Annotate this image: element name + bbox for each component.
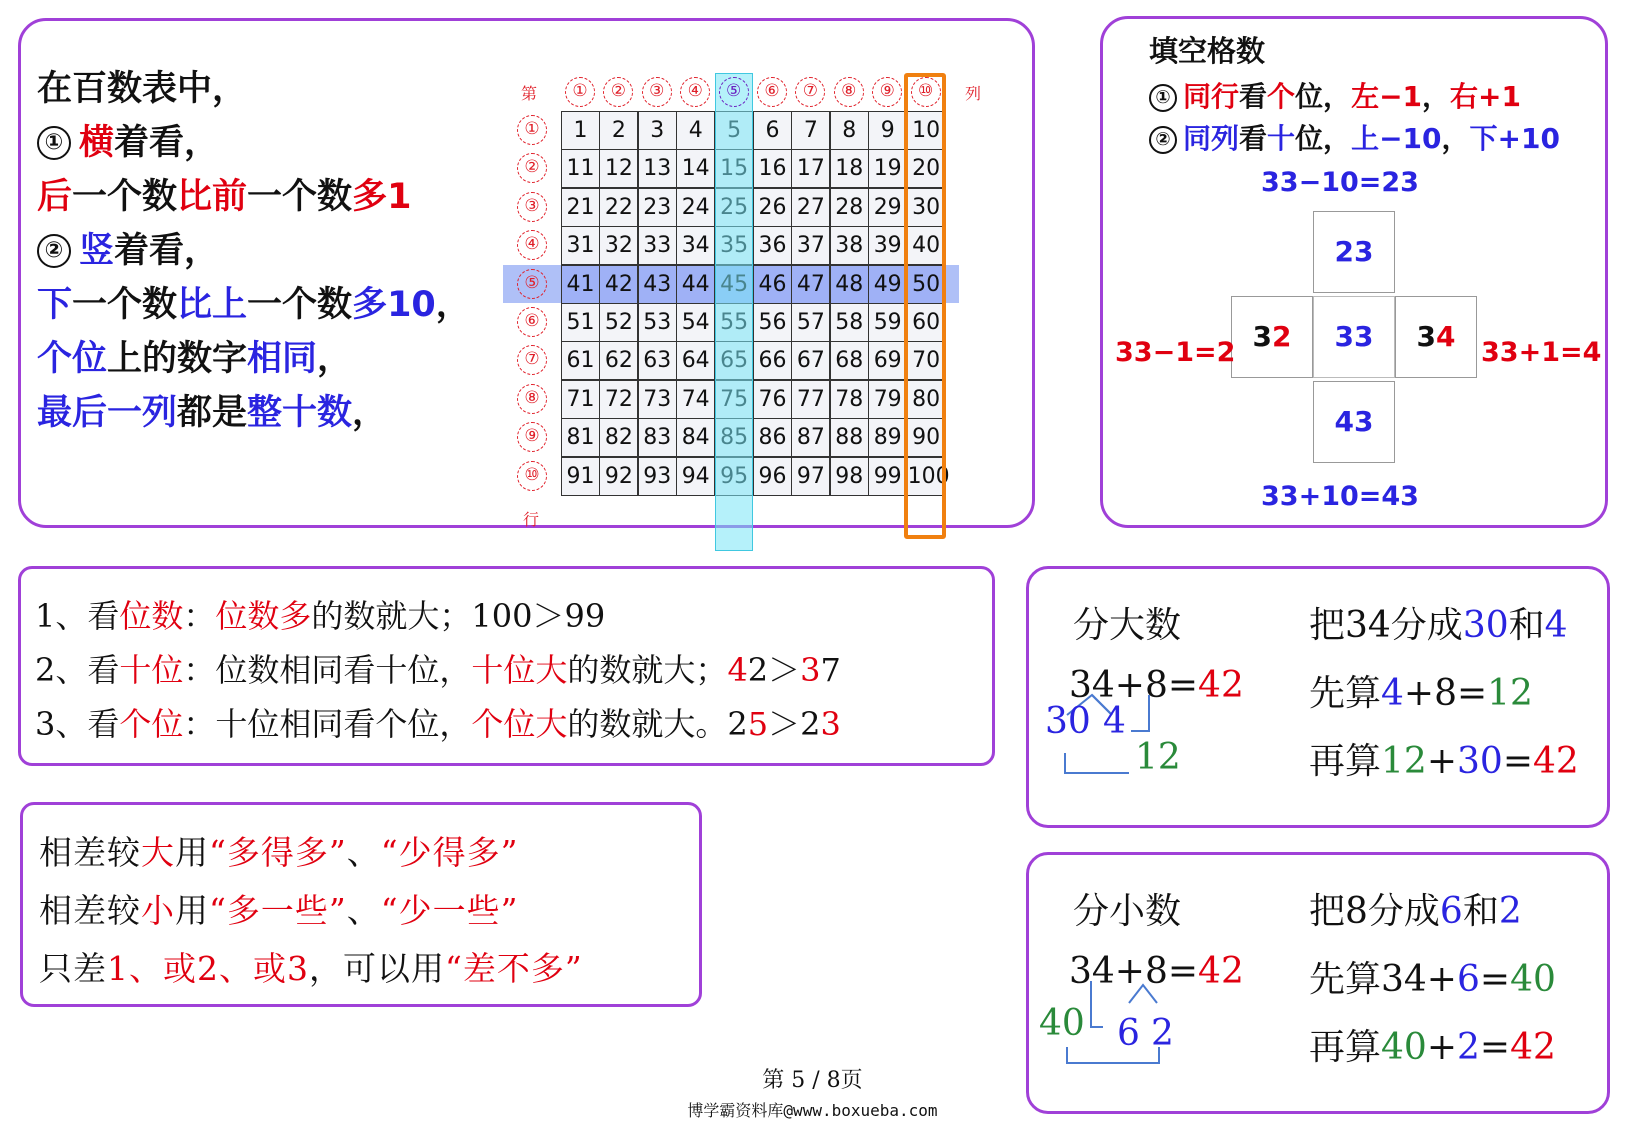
hundred-cell: 50 [907, 265, 946, 304]
column-prefix-label: 第 [521, 84, 538, 103]
split-big-part-b: 4 [1103, 701, 1126, 742]
column-header: ① [565, 77, 595, 107]
hundred-cell: 61 [561, 341, 600, 380]
text-segment: 把8分成 [1309, 891, 1440, 932]
hundred-cell: 84 [676, 418, 715, 457]
split-big-sum: 12 [1135, 737, 1181, 778]
hundred-cell: 33 [638, 226, 677, 265]
hundred-cell: 52 [599, 303, 638, 342]
hundred-table-panel [18, 18, 1035, 528]
hundred-cell: 24 [676, 188, 715, 227]
text-segment: ， [1422, 80, 1451, 113]
box1-line-6 [37, 331, 352, 381]
hundred-cell: 98 [830, 457, 869, 496]
text-segment: 比前 [177, 177, 248, 217]
text-segment: 再算 [1309, 741, 1382, 782]
hundred-cell: 16 [753, 149, 792, 188]
text-segment: 3 [1252, 320, 1272, 353]
row-header: ① [517, 115, 547, 145]
box1-line-4 [37, 223, 219, 273]
hundred-cell: 82 [599, 418, 638, 457]
text-segment: 个位大 [471, 705, 568, 743]
text-segment: ＞2 [768, 705, 821, 743]
hundred-cell: 3 [638, 111, 677, 150]
text-segment: 的数就大； [567, 651, 728, 689]
hundred-cell: 22 [599, 188, 638, 227]
text-segment: 下 [37, 285, 73, 325]
hundred-cell: 20 [907, 149, 946, 188]
difference-rule-1 [39, 827, 519, 874]
hundred-cell: 51 [561, 303, 600, 342]
text-segment: 40 [1510, 959, 1556, 1000]
split-big-step-1 [1309, 597, 1568, 648]
hundred-cell: 28 [830, 188, 869, 227]
text-segment: 同列 [1183, 122, 1240, 155]
text-segment: 把34分成 [1309, 605, 1463, 646]
text-segment: 4 [727, 651, 748, 689]
text-segment: 多10 [352, 285, 436, 325]
text-segment: 42 [1532, 741, 1579, 782]
text-segment: 42 [1198, 951, 1244, 992]
text-segment: 再算 [1309, 1027, 1382, 1068]
text-segment: ：十位相同看个位， [183, 705, 472, 743]
hundred-cell: 11 [561, 149, 600, 188]
cell-top: 23 [1313, 211, 1395, 293]
text-segment: “多得多” [209, 833, 347, 872]
hundred-cell: 57 [791, 303, 830, 342]
hundred-cell: 87 [791, 418, 830, 457]
hundred-cell: 10 [907, 111, 946, 150]
text-segment: ： [183, 597, 216, 635]
text-segment: 和 [1462, 891, 1499, 932]
hundred-cell: 92 [599, 457, 638, 496]
hundred-cell: 69 [868, 341, 907, 380]
hundred-cell: 72 [599, 380, 638, 419]
hundred-cell: 49 [868, 265, 907, 304]
hundred-cell: 8 [830, 111, 869, 150]
hundred-cell: 64 [676, 341, 715, 380]
text-segment: 用 [175, 833, 209, 872]
text-segment: 4 [1381, 673, 1404, 714]
text-segment: 小 [141, 891, 175, 930]
row-header: ⑦ [517, 345, 547, 375]
text-segment: 十位大 [471, 651, 568, 689]
row-header: ⑥ [517, 307, 547, 337]
hundred-cell: 76 [753, 380, 792, 419]
hundred-cell: 6 [753, 111, 792, 150]
compare-numbers-panel [18, 566, 995, 766]
fill-grid-rule-1 [1149, 75, 1521, 115]
row-header: ② [517, 153, 547, 183]
fill-grid-title: 填空格数 [1149, 34, 1266, 68]
split-big-part-a: 30 [1045, 701, 1091, 742]
text-segment: = [1479, 1027, 1511, 1068]
hundred-cell: 97 [791, 457, 830, 496]
hundred-cell: 2 [599, 111, 638, 150]
text-segment: 2 [1457, 1027, 1480, 1068]
text-segment: 看 [1239, 122, 1268, 155]
text-segment: 1、看 [35, 597, 120, 635]
hundred-cell: 30 [907, 188, 946, 227]
difference-words-panel [20, 802, 702, 1007]
text-segment: 在百数表中， [37, 69, 248, 109]
hundred-cell: 40 [907, 226, 946, 265]
column-suffix-label: 列 [965, 84, 982, 103]
hundred-cell: 90 [907, 418, 946, 457]
hundred-cell: 42 [599, 265, 638, 304]
text-segment: 先算34+ [1309, 959, 1457, 1000]
hundred-cell: 47 [791, 265, 830, 304]
box1-line-3 [37, 169, 411, 219]
text-segment: 位， [1295, 122, 1352, 155]
text-segment: ：位数相同看十位， [183, 651, 472, 689]
split-small-step-2 [1309, 951, 1556, 1002]
hundred-cell: 27 [791, 188, 830, 227]
row-suffix-label: 行 [523, 510, 540, 529]
box1-line-2 [37, 115, 219, 165]
row-header: ⑨ [517, 422, 547, 452]
hundred-cell: 83 [638, 418, 677, 457]
text-segment: 同行 [1183, 80, 1240, 113]
difference-rule-3 [39, 943, 583, 990]
text-segment: 42 [1198, 665, 1244, 706]
page-number: 第 5 / 8页 [762, 1068, 863, 1093]
hundred-cell: 99 [868, 457, 907, 496]
hundred-cell: 44 [676, 265, 715, 304]
text-segment: 和 [1508, 605, 1545, 646]
text-segment: 大 [141, 833, 175, 872]
circled-number: ② [37, 234, 71, 268]
hundred-cell: 18 [830, 149, 869, 188]
hundred-cell: 78 [830, 380, 869, 419]
site-watermark: 博学霸资料库@www.boxueba.com [687, 1101, 938, 1120]
hundred-cell: 79 [868, 380, 907, 419]
row-header: ④ [517, 230, 547, 260]
box1-line-5 [37, 277, 471, 327]
hundred-cell: 26 [753, 188, 792, 227]
text-segment: 相差较 [39, 833, 141, 872]
text-segment: 34+8= [1069, 665, 1199, 706]
split-small-title: 分小数 [1073, 891, 1182, 932]
hundred-cell: 29 [868, 188, 907, 227]
hundred-cell: 9 [868, 111, 907, 150]
hundred-cell: 1 [561, 111, 600, 150]
difference-rule-2 [39, 885, 519, 932]
hundred-cell: 14 [676, 149, 715, 188]
text-segment: 用 [175, 891, 209, 930]
text-segment: 42 [1510, 1027, 1556, 1068]
column-header: ⑧ [834, 77, 864, 107]
text-segment: 一个数 [72, 285, 178, 325]
hundred-cell: 71 [561, 380, 600, 419]
hundred-cell: 63 [638, 341, 677, 380]
hundred-cell: 38 [830, 226, 869, 265]
hundred-cell: 62 [599, 341, 638, 380]
split-small-sum: 40 [1039, 1003, 1085, 1044]
hundred-cell: 73 [638, 380, 677, 419]
column-header: ③ [642, 77, 672, 107]
text-segment: 右+1 [1450, 80, 1521, 113]
row-header: ③ [517, 192, 547, 222]
hundred-cell: 74 [676, 380, 715, 419]
cell-center: 33 [1313, 296, 1395, 378]
hundred-cell: 7 [791, 111, 830, 150]
column-header: ⑩ [911, 77, 941, 107]
eq-left: 33−1=2 [1115, 337, 1236, 368]
text-segment: “差不多” [445, 949, 583, 988]
hundred-cell: 34 [676, 226, 715, 265]
text-segment: 下+10 [1469, 122, 1560, 155]
text-segment: ，可以用 [309, 949, 445, 988]
text-segment: 横 [79, 123, 115, 163]
text-segment: 5 [747, 705, 769, 743]
hundred-cell: 56 [753, 303, 792, 342]
circled-number: ① [1149, 84, 1177, 112]
hundred-cell: 12 [599, 149, 638, 188]
text-segment: 3 [800, 651, 821, 689]
column-header: ⑨ [872, 77, 902, 107]
text-segment: 1、或2、或3 [107, 949, 309, 988]
text-segment: 6 [1456, 959, 1480, 1000]
text-segment: 十 [1267, 122, 1296, 155]
hundred-cell: 88 [830, 418, 869, 457]
text-segment: 一个数 [247, 285, 353, 325]
row-header: ⑩ [517, 461, 547, 491]
text-segment: 位数 [119, 597, 184, 635]
eq-top: 33−10=23 [1261, 167, 1419, 198]
text-segment: 7 [820, 651, 841, 689]
eq-bottom: 33+10=43 [1261, 481, 1419, 512]
fill-grid-rule-2 [1149, 117, 1560, 157]
text-segment: 30 [1457, 741, 1503, 782]
text-segment: 2 [1272, 320, 1292, 353]
split-big-title: 分大数 [1073, 605, 1182, 646]
hundred-cell: 53 [638, 303, 677, 342]
compare-rule-3 [35, 699, 841, 745]
compare-rule-2 [35, 645, 841, 691]
text-segment: 4 [1544, 605, 1568, 646]
text-segment: 2 [1498, 891, 1522, 932]
hundred-cell: 37 [791, 226, 830, 265]
hundred-cell: 91 [561, 457, 600, 496]
hundred-cell: 94 [676, 457, 715, 496]
text-segment: 看 [1239, 80, 1268, 113]
box1-line-7 [37, 385, 387, 435]
text-segment: 先算 [1309, 673, 1382, 714]
hundred-cell: 39 [868, 226, 907, 265]
text-segment: 位数多 [215, 597, 312, 635]
hundred-cell: 4 [676, 111, 715, 150]
column-header: ⑦ [795, 77, 825, 107]
hundred-cell: 19 [868, 149, 907, 188]
hundred-cell: 81 [561, 418, 600, 457]
column-header: ② [603, 77, 633, 107]
cell-left [1231, 296, 1313, 378]
text-segment: 着看， [114, 231, 220, 271]
highlight-column [715, 73, 753, 551]
hundred-cell: 17 [791, 149, 830, 188]
box1-line-1 [37, 61, 247, 111]
text-segment: 40 [1381, 1027, 1427, 1068]
hundred-cell: 80 [907, 380, 946, 419]
text-segment: ， [352, 393, 388, 433]
hundred-cell: 77 [791, 380, 830, 419]
hundred-cell: 13 [638, 149, 677, 188]
text-segment: 竖 [79, 231, 115, 271]
text-segment: 一个数 [247, 177, 353, 217]
split-big-number-panel [1026, 566, 1610, 828]
column-header: ⑤ [719, 77, 749, 107]
text-segment: ， [317, 339, 353, 379]
hundred-cell: 46 [753, 265, 792, 304]
text-segment: 最后一列 [37, 393, 178, 433]
text-segment: 的数就大。2 [567, 705, 748, 743]
text-segment: ， [435, 285, 471, 325]
row-header: ⑤ [517, 269, 547, 299]
hundred-cell: 54 [676, 303, 715, 342]
hundred-cell: 100 [907, 457, 946, 496]
hundred-table [521, 73, 1021, 543]
text-segment: 相同 [247, 339, 318, 379]
hundred-cell: 36 [753, 226, 792, 265]
text-segment: 12 [1487, 673, 1533, 714]
text-segment: 30 [1462, 605, 1509, 646]
text-segment: 、 [346, 891, 381, 930]
hundred-cell: 43 [638, 265, 677, 304]
circled-number: ② [1149, 126, 1177, 154]
text-segment: 左−1 [1351, 80, 1423, 113]
hundred-cell: 21 [561, 188, 600, 227]
hundred-cell: 59 [868, 303, 907, 342]
text-segment: 4 [1436, 320, 1456, 353]
cell-bottom: 43 [1313, 381, 1395, 463]
split-big-step-3 [1309, 733, 1579, 784]
text-segment: 只差 [39, 949, 107, 988]
split-small-part-b: 2 [1151, 1013, 1174, 1054]
text-segment: 着看， [114, 123, 220, 163]
row-header: ⑧ [517, 384, 547, 414]
text-segment: + [1426, 741, 1457, 782]
text-segment: 多1 [352, 177, 412, 217]
text-segment: = [1502, 741, 1533, 782]
text-segment: 34+8= [1069, 951, 1199, 992]
cell-right [1395, 296, 1477, 378]
text-segment: 位， [1295, 80, 1352, 113]
text-segment: 整十数 [247, 393, 353, 433]
compare-rule-1 [35, 591, 605, 637]
circled-number: ① [37, 126, 71, 160]
text-segment: 比上 [177, 285, 248, 325]
column-header: ④ [680, 77, 710, 107]
text-segment: + [1426, 1027, 1457, 1068]
text-segment: 、 [346, 833, 381, 872]
hundred-cell: 31 [561, 226, 600, 265]
text-segment: 个位 [119, 705, 184, 743]
split-big-step-2 [1309, 665, 1533, 716]
text-segment: = [1479, 959, 1511, 1000]
hundred-cell: 41 [561, 265, 600, 304]
hundred-cell: 66 [753, 341, 792, 380]
hundred-cell: 96 [753, 457, 792, 496]
text-segment: 个 [1267, 80, 1296, 113]
text-segment: “多一些” [209, 891, 347, 930]
fill-grid-panel [1100, 16, 1608, 528]
text-segment: “少得多” [380, 833, 519, 872]
text-segment: 6 [1439, 891, 1463, 932]
text-segment: 都是 [177, 393, 248, 433]
text-segment: 十位 [119, 651, 184, 689]
text-segment: ， [1441, 122, 1470, 155]
text-segment: 2、看 [35, 651, 120, 689]
hundred-cell: 60 [907, 303, 946, 342]
hundred-cell: 86 [753, 418, 792, 457]
split-small-part-a: 6 [1117, 1013, 1140, 1054]
hundred-cell: 58 [830, 303, 869, 342]
text-segment: 的数就大；100＞99 [311, 597, 606, 635]
hundred-cell: 48 [830, 265, 869, 304]
text-segment: +8= [1403, 673, 1488, 714]
text-segment: 3、看 [35, 705, 120, 743]
text-segment: 上的数字 [107, 339, 248, 379]
text-segment: “少一些” [380, 891, 519, 930]
column-header: ⑥ [757, 77, 787, 107]
text-segment: 个位 [37, 339, 108, 379]
hundred-cell: 70 [907, 341, 946, 380]
framed-last-column [904, 73, 946, 539]
text-segment: 2＞ [747, 651, 801, 689]
text-segment: 后 [37, 177, 73, 217]
text-segment: 3 [820, 705, 841, 743]
hundred-cell: 68 [830, 341, 869, 380]
split-small-step-1 [1309, 883, 1522, 934]
text-segment: 12 [1381, 741, 1427, 782]
hundred-cell: 89 [868, 418, 907, 457]
text-segment: 相差较 [39, 891, 141, 930]
hundred-cell: 67 [791, 341, 830, 380]
hundred-cell: 93 [638, 457, 677, 496]
text-segment: 一个数 [72, 177, 178, 217]
eq-right: 33+1=4 [1481, 337, 1602, 368]
hundred-cell: 32 [599, 226, 638, 265]
hundred-cell: 23 [638, 188, 677, 227]
text-segment: 3 [1416, 320, 1436, 353]
text-segment: 上−10 [1351, 122, 1442, 155]
